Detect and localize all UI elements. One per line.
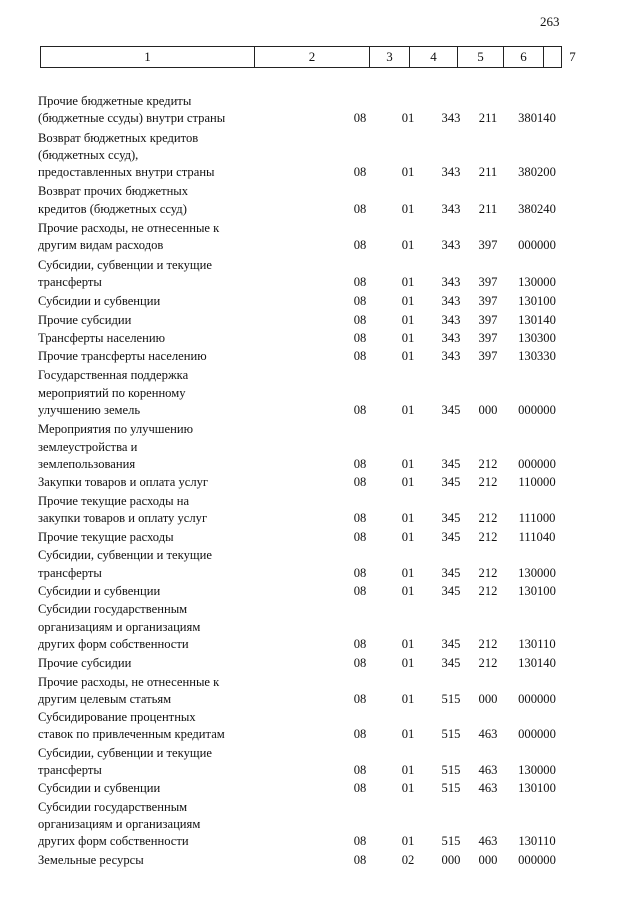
row-name: Субсидии, субвенции и текущие трансферты — [38, 745, 212, 777]
row-code-col-4: 01 — [401, 456, 415, 471]
table-row — [38, 493, 598, 528]
table-row — [38, 312, 598, 329]
table-body — [38, 93, 598, 870]
row-code-col-5: 343 — [441, 312, 461, 327]
row-code-col-3: 08 — [353, 781, 367, 796]
row-name: Прочие трансферты населению — [38, 349, 207, 364]
row-code-col-7: 130140 — [518, 656, 556, 671]
row-name: Возврат бюджетных кредитов (бюджетных ссуд), предоставленных внутри страны — [38, 130, 215, 180]
row-code-col-3: 08 — [353, 201, 367, 216]
row-code-col-5: 343 — [441, 349, 461, 364]
row-code-col-7: 130000 — [518, 762, 556, 777]
row-name: Субсидии государственным организациям и организациям других форм собственности — [38, 799, 201, 849]
row-code-col-5: 343 — [441, 165, 461, 180]
row-code-col-6: 211 — [478, 111, 498, 126]
row-code-col-3: 08 — [353, 727, 367, 742]
row-code-col-5: 343 — [441, 330, 461, 345]
table-row — [38, 780, 598, 797]
row-code-col-5: 343 — [441, 294, 461, 309]
header-col-5: 5 — [457, 47, 503, 67]
table-row — [38, 183, 598, 218]
row-name: Прочие субсидии — [38, 656, 132, 671]
row-code-col-7: 130300 — [518, 330, 556, 345]
row-code-col-4: 01 — [401, 834, 415, 849]
row-name: Субсидии государственным организациям и организациям других форм собственности — [38, 602, 201, 651]
row-code-col-4: 01 — [401, 312, 415, 327]
row-code-col-7: 130100 — [518, 781, 556, 796]
row-code-col-3: 08 — [353, 165, 367, 180]
row-code-col-6: 212 — [478, 510, 498, 525]
row-code-col-4: 01 — [401, 165, 415, 180]
row-code-col-7: 130110 — [518, 636, 556, 651]
row-code-col-7: 000000 — [518, 403, 556, 418]
row-code-col-4: 01 — [401, 530, 415, 545]
row-code-col-5: 515 — [441, 762, 461, 777]
row-code-col-7: 000000 — [518, 691, 556, 706]
row-code-col-4: 01 — [401, 510, 415, 525]
row-code-col-3: 08 — [353, 584, 367, 599]
table-row — [38, 257, 598, 292]
row-code-col-4: 01 — [401, 274, 415, 289]
table-row — [38, 293, 598, 310]
row-name: Государственная поддержка мероприятий по коренному улучшению земель — [38, 368, 189, 418]
header-col-6: 6 — [503, 47, 543, 67]
table-row — [38, 421, 598, 473]
row-code-col-6: 397 — [478, 274, 498, 289]
row-code-col-3: 08 — [353, 294, 367, 309]
row-code-col-6: 212 — [478, 456, 498, 471]
row-name: Трансферты населению — [38, 330, 166, 345]
row-name: Субсидии, субвенции и текущие трансферты — [38, 548, 212, 580]
row-code-col-4: 01 — [401, 727, 415, 742]
row-code-col-6: 397 — [478, 349, 498, 364]
row-name: Прочие текущие расходы на закупки товаров и оплату услуг — [38, 493, 208, 525]
row-code-col-4: 01 — [401, 403, 415, 418]
header-col-3: 3 — [369, 47, 409, 67]
row-code-col-4: 01 — [401, 201, 415, 216]
row-code-col-3: 08 — [353, 403, 367, 418]
row-code-col-5: 345 — [441, 510, 461, 525]
header-col-2: 2 — [254, 47, 369, 67]
row-code-col-5: 345 — [441, 403, 461, 418]
row-code-col-6: 212 — [478, 584, 498, 599]
table-row — [38, 674, 598, 709]
row-code-col-7: 111000 — [518, 510, 556, 525]
row-code-col-6: 212 — [478, 565, 498, 580]
row-code-col-3: 08 — [353, 762, 367, 777]
row-code-col-3: 08 — [353, 274, 367, 289]
row-code-col-7: 130000 — [518, 274, 556, 289]
row-name: Прочие бюджетные кредиты (бюджетные ссуды) внутри страны — [38, 94, 226, 126]
row-code-col-4: 01 — [401, 656, 415, 671]
row-name: Субсидирование процентных ставок по привлеченным кредитам — [38, 710, 225, 742]
row-code-col-4: 01 — [401, 238, 415, 253]
header-col-7: 7 — [543, 47, 601, 67]
row-code-col-3: 08 — [353, 530, 367, 545]
row-code-col-3: 08 — [353, 691, 367, 706]
row-code-col-7: 000000 — [518, 456, 556, 471]
row-code-col-3: 08 — [353, 475, 367, 490]
table-row — [38, 220, 598, 255]
row-code-col-3: 08 — [353, 349, 367, 364]
row-code-col-4: 01 — [401, 349, 415, 364]
row-code-col-6: 463 — [478, 834, 498, 849]
row-code-col-4: 01 — [401, 565, 415, 580]
table-row — [38, 130, 598, 182]
row-code-col-5: 345 — [441, 584, 461, 599]
row-code-col-3: 08 — [353, 238, 367, 253]
row-code-col-5: 345 — [441, 456, 461, 471]
row-code-col-6: 212 — [478, 656, 498, 671]
row-code-col-6: 211 — [478, 165, 498, 180]
row-code-col-6: 397 — [478, 294, 498, 309]
row-code-col-6: 211 — [478, 201, 498, 216]
row-code-col-6: 397 — [478, 312, 498, 327]
row-code-col-3: 08 — [353, 834, 367, 849]
row-code-col-3: 08 — [353, 656, 367, 671]
table-row — [38, 474, 598, 491]
table-row — [38, 799, 598, 851]
row-code-col-6: 212 — [478, 475, 498, 490]
row-name: Субсидии и субвенции — [38, 294, 161, 309]
row-code-col-5: 515 — [441, 834, 461, 849]
row-code-col-5: 515 — [441, 727, 461, 742]
row-code-col-6: 463 — [478, 762, 498, 777]
row-code-col-5: 345 — [441, 565, 461, 580]
row-code-col-3: 08 — [353, 330, 367, 345]
row-code-col-3: 08 — [353, 853, 367, 868]
table-row — [38, 655, 598, 672]
row-code-col-4: 01 — [401, 111, 415, 126]
page-number: 263 — [540, 14, 560, 29]
row-code-col-7: 110000 — [518, 475, 556, 490]
row-name: Прочие расходы, не отнесенные к другим видам расходов — [38, 221, 220, 253]
row-code-col-6: 000 — [478, 403, 498, 418]
row-name: Мероприятия по улучшению землеустройства и землепользования — [38, 422, 193, 471]
row-code-col-4: 02 — [401, 853, 415, 868]
row-code-col-5: 000 — [441, 853, 461, 868]
row-code-col-5: 345 — [441, 636, 461, 651]
row-code-col-6: 212 — [478, 530, 498, 545]
row-code-col-5: 515 — [441, 691, 461, 706]
table-row — [38, 583, 598, 600]
row-code-col-5: 343 — [441, 201, 461, 216]
row-code-col-4: 01 — [401, 330, 415, 345]
row-code-col-3: 08 — [353, 111, 367, 126]
row-code-col-4: 01 — [401, 762, 415, 777]
row-code-col-6: 397 — [478, 238, 498, 253]
row-code-col-3: 08 — [353, 565, 367, 580]
header-col-1: 1 — [144, 49, 151, 64]
row-code-col-5: 345 — [441, 475, 461, 490]
table-row — [38, 93, 598, 128]
row-code-col-6: 463 — [478, 781, 498, 796]
table-header — [40, 46, 576, 68]
row-code-col-3: 08 — [353, 510, 367, 525]
row-code-col-5: 345 — [441, 656, 461, 671]
row-name: Прочие расходы, не отнесенные к другим целевым статьям — [38, 674, 220, 706]
row-name: Прочие текущие расходы — [38, 530, 174, 545]
row-code-col-7: 130100 — [518, 294, 556, 309]
row-code-col-7: 130100 — [518, 584, 556, 599]
row-code-col-7: 130140 — [518, 312, 556, 327]
row-code-col-7: 130110 — [518, 834, 556, 849]
row-code-col-5: 515 — [441, 781, 461, 796]
row-name: Возврат прочих бюджетных кредитов (бюджетных ссуд) — [38, 184, 189, 216]
row-code-col-7: 380200 — [518, 165, 556, 180]
row-code-col-7: 380240 — [518, 201, 556, 216]
row-name: Субсидии, субвенции и текущие трансферты — [38, 257, 212, 289]
table-row — [38, 709, 598, 744]
table-row — [38, 529, 598, 546]
header-col-4: 4 — [409, 47, 457, 67]
row-code-col-6: 000 — [478, 691, 498, 706]
row-name: Закупки товаров и оплата услуг — [38, 475, 209, 490]
row-code-col-7: 130000 — [518, 565, 556, 580]
row-name: Субсидии и субвенции — [38, 584, 161, 599]
row-code-col-4: 01 — [401, 636, 415, 651]
row-code-col-6: 212 — [478, 636, 498, 651]
row-code-col-3: 08 — [353, 312, 367, 327]
table-row — [38, 745, 598, 780]
table-row — [38, 348, 598, 365]
row-code-col-5: 343 — [441, 274, 461, 289]
table-row — [38, 601, 598, 653]
row-code-col-7: 130330 — [518, 349, 556, 364]
row-code-col-5: 343 — [441, 111, 461, 126]
row-code-col-4: 01 — [401, 294, 415, 309]
row-code-col-7: 000000 — [518, 727, 556, 742]
row-code-col-6: 397 — [478, 330, 498, 345]
table-row — [38, 547, 598, 582]
row-code-col-7: 000000 — [518, 238, 556, 253]
row-code-col-4: 01 — [401, 584, 415, 599]
row-code-col-7: 000000 — [518, 853, 556, 868]
row-code-col-4: 01 — [401, 691, 415, 706]
table-row — [38, 330, 598, 347]
row-code-col-5: 343 — [441, 238, 461, 253]
row-code-col-6: 000 — [478, 853, 498, 868]
table-row — [38, 367, 598, 419]
row-code-col-7: 380140 — [518, 111, 556, 126]
row-code-col-5: 345 — [441, 530, 461, 545]
row-code-col-3: 08 — [353, 636, 367, 651]
row-name: Земельные ресурсы — [38, 853, 144, 868]
row-code-col-6: 463 — [478, 727, 498, 742]
row-code-col-4: 01 — [401, 475, 415, 490]
row-name: Субсидии и субвенции — [38, 781, 161, 796]
table-row — [38, 852, 598, 869]
row-code-col-3: 08 — [353, 456, 367, 471]
row-code-col-7: 111040 — [518, 530, 556, 545]
row-code-col-4: 01 — [401, 781, 415, 796]
row-name: Прочие субсидии — [38, 312, 132, 327]
